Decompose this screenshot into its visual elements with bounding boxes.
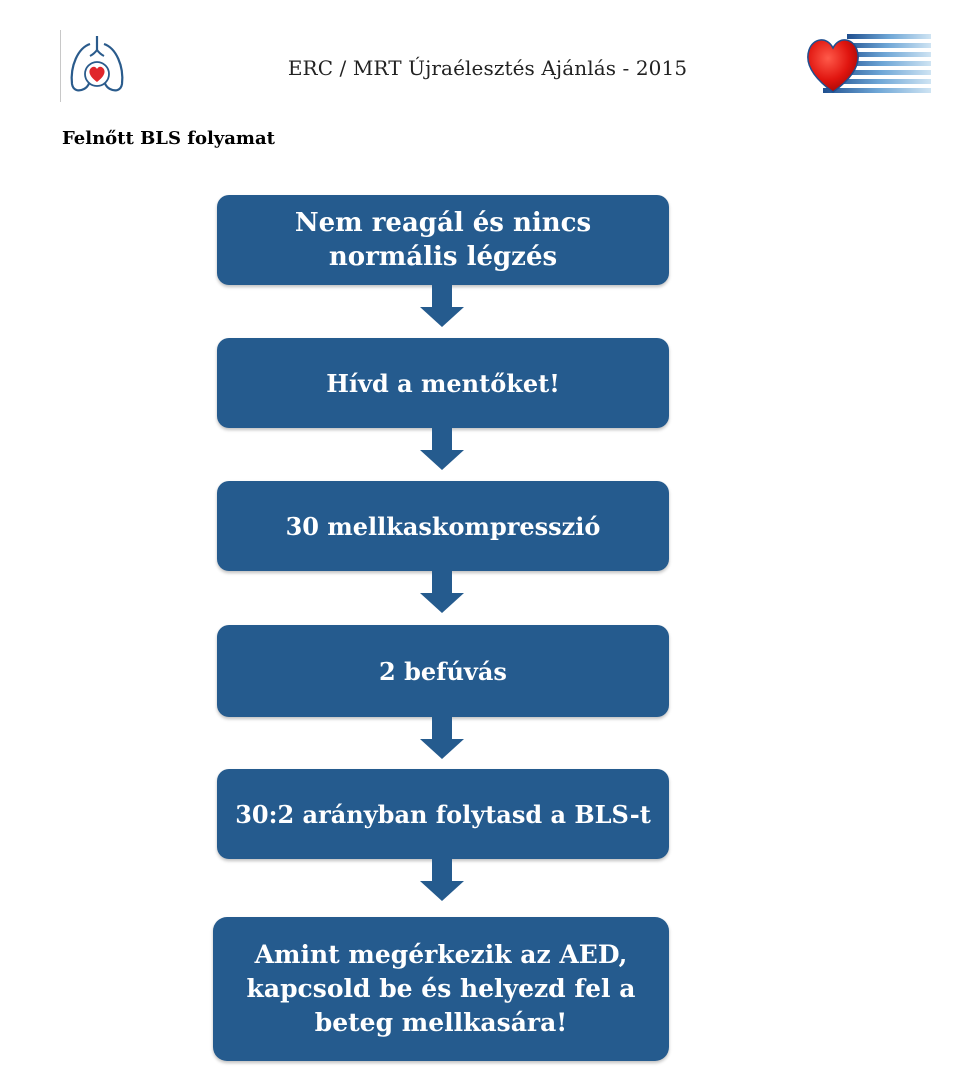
document-title: ERC / MRT Újraélesztés Ajánlás - 2015: [287, 56, 688, 80]
flow-step-1-line-1: Nem reagál és nincs: [294, 208, 592, 238]
flow-arrow-down-icon: [420, 571, 464, 613]
flow-step-6: [213, 917, 669, 1061]
flow-arrow-down-icon: [420, 859, 464, 901]
flow-step-1: [217, 195, 669, 285]
flow-step-6-line-2: kapcsold be és helyezd fel a: [246, 974, 636, 1003]
flow-step-2-line-1: Hívd a mentőket!: [326, 368, 560, 398]
flow-step-3-line-1: 30 mellkaskompresszió: [285, 511, 601, 541]
flow-step-6-line-3: beteg mellkasára!: [314, 1008, 568, 1037]
flow-arrow-down-icon: [420, 428, 464, 470]
flow-step-5-line-1: 30:2 arányban folytasd a BLS-t: [235, 799, 651, 829]
flow-arrow-down-icon: [420, 717, 464, 759]
flow-arrow-down-icon: [420, 285, 464, 327]
flow-step-4: [217, 625, 669, 717]
flow-step-6-line-1: Amint megérkezik az AED,: [254, 940, 628, 969]
flow-step-4-line-1: 2 befúvás: [379, 656, 507, 686]
section-title: Felnőtt BLS folyamat: [62, 128, 275, 149]
flow-step-1-line-2: normális légzés: [328, 242, 558, 272]
flow-step-3: [217, 481, 669, 571]
flow-step-2: [217, 338, 669, 428]
flow-step-5: [217, 769, 669, 859]
